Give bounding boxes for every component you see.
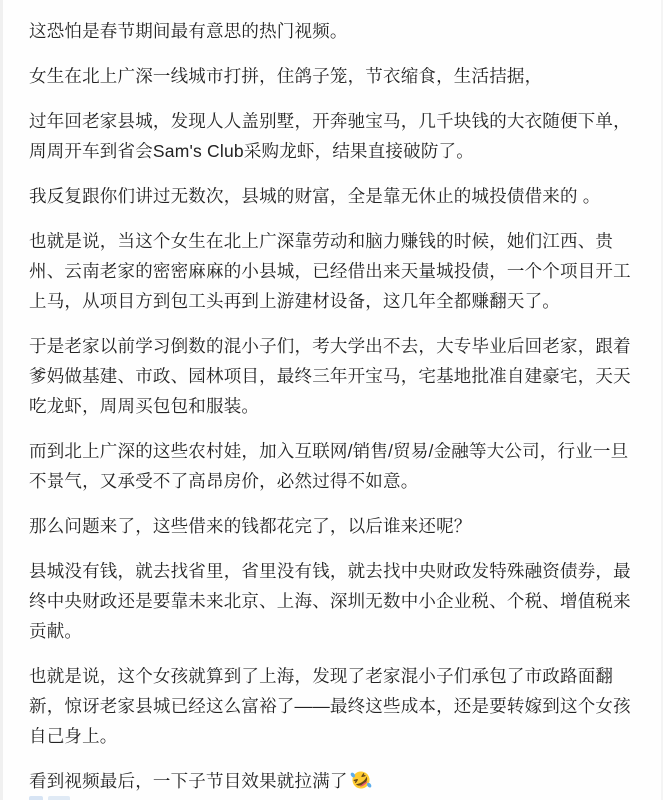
- paragraph: 于是老家以前学习倒数的混小子们，考大学出不去，大专毕业后回老家，跟着爹妈做基建、市政、园林项目，最终三年开宝马，宅基地批准自建豪宅，天天吃龙虾，周周买包包和服装。: [29, 336, 631, 416]
- paragraph: 而到北上广深的这些农村娃，加入互联网/销售/贸易/金融等大公司，行业一旦不景气，又承受不了高昂房价，必然过得不如意。: [29, 441, 629, 491]
- cutoff-link-fragment: [29, 796, 43, 800]
- closing-paragraph: [29, 766, 639, 796]
- paragraph: 也就是说，当这个女生在北上广深靠劳动和脑力赚钱的时候，她们江西、贵州、云南老家的密密麻麻的小县城，已经借出来天量城投债，一个个项目开工上马，从项目方到包工头再到上游建材设备，这几年全都赚翻天了。: [29, 231, 631, 311]
- cutoff-next-line-link[interactable]: [29, 794, 70, 800]
- closing-text: 看到视频最后，一下子节目效果就拉满了: [29, 771, 348, 791]
- paragraph: 过年回老家县城，发现人人盖别墅，开奔驰宝马，几千块钱的大衣随便下单，周周开车到省会Sam's Club采购龙虾，结果直接破防了。: [29, 111, 631, 161]
- paragraph: 县城没有钱，就去找省里，省里没有钱，就去找中央财政发特殊融资债券，最终中央财政还是要靠未来北京、上海、深圳无数中小企业税、个税、增值税来贡献。: [29, 561, 631, 641]
- paragraph: 女生在北上广深一线城市打拼，住鸽子笼，节衣缩食，生活拮据，: [29, 66, 543, 86]
- paragraph: 我反复跟你们讲过无数次，县城的财富，全是靠无休止的城投债借来的 。: [29, 186, 601, 206]
- paragraph: 那么问题来了，这些借来的钱都花完了，以后谁来还呢？: [29, 516, 472, 536]
- rofl-emoji: [350, 769, 372, 791]
- paragraph: 这恐怕是春节期间最有意思的热门视频。: [29, 21, 348, 41]
- paragraph: 也就是说，这个女孩就算到了上海，发现了老家混小子们承包了市政路面翻新，惊讶老家县城已经这么富裕了——最终这些成本，还是要转嫁到这个女孩自己身上。: [29, 666, 631, 746]
- cutoff-link-fragment: [48, 796, 70, 800]
